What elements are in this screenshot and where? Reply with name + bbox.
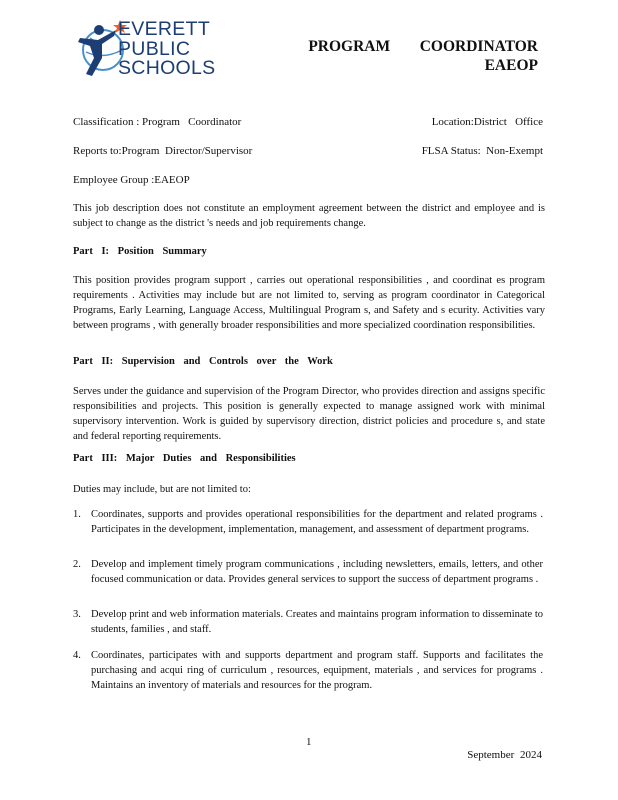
classification-field: Classification : Program Coordinator <box>73 116 242 128</box>
list-item-number: 1. <box>73 509 81 520</box>
part-3-heading: Part III: Major Duties and Responsibilities <box>73 453 296 464</box>
part-2-heading: Part II: Supervision and Controls over the Work <box>73 356 333 367</box>
list-item-number: 3. <box>73 609 81 620</box>
revision-date: September 2024 <box>467 749 542 761</box>
flsa-status-field: FLSA Status: Non-Exempt <box>421 145 543 157</box>
disclaimer-paragraph: This job description does not constitute an employment agreement between the district and employee and is subject to change as the district 's needs and job requirements change. <box>73 203 545 229</box>
title-line-2: EAEOP <box>484 57 538 74</box>
list-item-number: 2. <box>73 559 81 570</box>
title-line-1: PROGRAM COORDINATOR <box>308 38 538 55</box>
reports-to-field: Reports to:Program Director/Supervisor <box>73 145 253 157</box>
part-3-intro: Duties may include, but are not limited to: <box>73 484 251 495</box>
employee-group-field: Employee Group :EAEOP <box>73 174 190 186</box>
list-item-number: 4. <box>73 650 81 661</box>
list-item-text: Coordinates, participates with and supports department and program staff. Supports and facilitates the purchasing and acqui ring of curriculum , resources, equipment, materials , and services for programs . Maintains an inventory of materials and resources for the program. <box>91 650 543 691</box>
logo-line-3: SCHOOLS <box>118 57 216 79</box>
part-2-body: Serves under the guidance and supervision of the Program Director, who provides direction and assigns specific responsibilities and projects. This position is generally expected to manage assigned work with minimal supervisory intervention. Work is guided by supervisory direction, district policies and procedure s, and state and federal reporting requirements. <box>73 386 545 442</box>
district-logo <box>70 16 240 86</box>
document-title <box>308 37 538 75</box>
part-1-heading: Part I: Position Summary <box>73 246 207 257</box>
list-item-text: Coordinates, supports and provides operational responsibilities for the department and related programs . Participates in the development, implementation, management, and assessment of department programs. <box>91 509 543 535</box>
list-item-text: Develop print and web information materials. Creates and maintains program information to disseminate to students, families , and staff. <box>91 609 543 635</box>
logo-line-2: PUBLIC <box>118 37 191 60</box>
list-item-text: Develop and implement timely program communications , including newsletters, emails, letters, and other focused communication or data. Provides general services to support the success of department programs . <box>91 559 543 585</box>
logo-wordmark <box>118 20 215 79</box>
logo-line-1: EVERETT <box>118 18 211 40</box>
location-field: Location:District Office <box>431 116 543 128</box>
page-number: 1 <box>306 736 312 748</box>
part-1-body: This position provides program support , carries out operational responsibilities , and coordinat es program requirements . Activities may include but are not limited to, serving as program coordinator in Categorical Programs, Early Learning, Language Access, Multilingual Program s, and Safety and s ecurity. Activities vary between programs , with generally broader responsibilities and more specialized coordination responsibilities. <box>73 275 545 331</box>
